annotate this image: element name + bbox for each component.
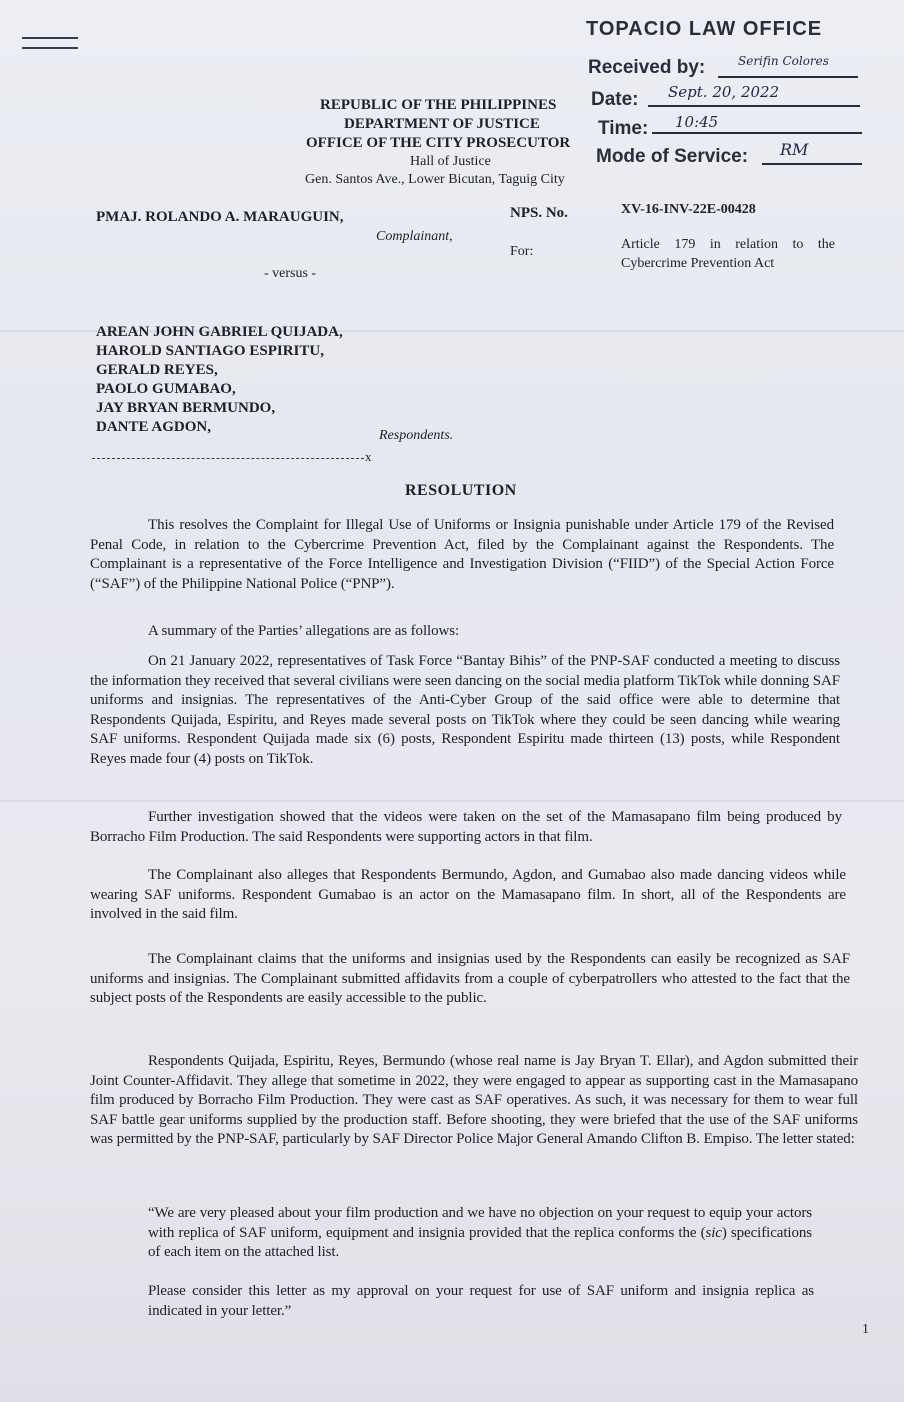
stamp-time-label: Time: <box>598 118 649 139</box>
paragraph-intro: This resolves the Complaint for Illegal Use of Uniforms or Insignia punishable under Article 179 of the Revised Penal Code, in relation to the Cybercrime Prevention Act, filed by the Complainant against the Respondents. The Complainant is a representative of the Force Intelligence and Investigation Division (“FIID”) of the Special Action Force (“SAF”) of the Philippine National Police (“PNP”). <box>90 517 834 592</box>
paragraph-facts: On 21 January 2022, representatives of Task Force “Bantay Bihis” of the PNP-SAF conducted a meeting to discuss the information they received that several civilians were seen dancing on the social media platform TikTok while donning SAF uniforms and insignias. The representatives of the Anti-Cyber Group of the said office were able to determine that Respondents Quijada, Espiritu, and Reyes made several posts on TikTok where they could be seen dancing while wearing SAF uniforms. Respondent Quijada made six (6) posts, Respondent Espiritu made thirteen (13) posts, while Respondent Reyes made four (4) posts on TikTok. <box>90 653 840 767</box>
respondent-name: DANTE AGDON, <box>96 419 212 435</box>
stamp-line <box>762 163 862 165</box>
for-charge-line1: Article 179 in relation to the <box>621 237 835 252</box>
stamp-mode-value: RM <box>780 140 809 159</box>
respondent-name: PAOLO GUMABAO, <box>96 381 236 397</box>
stamp-date-label: Date: <box>591 89 639 110</box>
stamp-received-value: Serifin Colores <box>738 54 829 68</box>
respondent-name: AREAN JOHN GABRIEL QUIJADA, <box>96 324 343 340</box>
respondent-name: JAY BRYAN BERMUNDO, <box>96 400 276 416</box>
stamp-office: TOPACIO LAW OFFICE <box>586 18 823 40</box>
respondents-role: Respondents. <box>379 428 454 443</box>
respondents-list <box>96 323 343 437</box>
versus: - versus - <box>264 266 317 281</box>
stamp-received-label: Received by: <box>588 57 706 78</box>
complainant-name: PMAJ. ROLANDO A. MARAUGUIN, <box>96 209 344 225</box>
stamp-mode-label: Mode of Service: <box>596 146 749 167</box>
header-hall: Hall of Justice <box>410 154 491 169</box>
stamp-line <box>652 132 862 134</box>
respondent-name: GERALD REYES, <box>96 362 218 378</box>
paper-fold <box>0 800 904 802</box>
header-address: Gen. Santos Ave., Lower Bicutan, Taguig City <box>305 172 565 187</box>
nps-number: XV-16-INV-22E-00428 <box>621 202 756 217</box>
quote-paragraph-2: Please consider this letter as my approval on your request for use of SAF uniform and insignia replica as indicated in your letter.” <box>148 1283 814 1319</box>
header-office: OFFICE OF THE CITY PROSECUTOR <box>306 135 571 151</box>
stamp-date-value: Sept. 20, 2022 <box>668 83 780 101</box>
quote-paragraph-1 <box>148 1204 812 1263</box>
respondent-name: HAROLD SANTIAGO ESPIRITU, <box>96 343 324 359</box>
margin-mark <box>22 47 78 49</box>
paragraph-counter-affidavit: Respondents Quijada, Espiritu, Reyes, Bermundo (whose real name is Jay Bryan T. Ellar), and Agdon submitted their Joint Counter-Affidavit. They allege that sometime in 2022, they were engaged to appear as supporting cast in the Mamasapano film produced by Borracho Film Production. They were cast as SAF operatives. As such, it was necessary for them to wear full SAF battle gear uniforms supplied by the production staff. Before shooting, they were briefed that the use of the SAF uniforms was permitted by the PNP-SAF, particularly by SAF Director Police Major General Amando Clifton B. Empiso. The letter stated: <box>90 1053 858 1148</box>
for-charge-line2: Cybercrime Prevention Act <box>621 256 775 271</box>
quote-text: ) specifications of each item on the attached list. <box>148 1224 812 1261</box>
nps-label: NPS. No. <box>510 205 568 221</box>
complainant-role: Complainant, <box>376 229 453 244</box>
resolution-title: RESOLUTION <box>405 482 517 499</box>
paragraph-summary: A summary of the Parties’ allegations are as follows: <box>148 623 460 639</box>
caption-divider <box>92 458 364 459</box>
header-department: DEPARTMENT OF JUSTICE <box>344 116 540 132</box>
paragraph-claim: The Complainant claims that the uniforms and insignias used by the Respondents can easily be recognized as SAF uniforms and insignias. The Complainant submitted affidavits from a couple of cyberpatrollers who attested to the fact that the subject posts of the Respondents are easily accessible to the public. <box>90 951 850 1007</box>
stamp-line <box>648 105 860 107</box>
page-number: 1 <box>862 1322 869 1337</box>
for-label: For: <box>510 244 534 259</box>
quote-sic: sic <box>705 1224 722 1241</box>
stamp-time-value: 10:45 <box>675 113 719 131</box>
margin-mark <box>22 37 78 39</box>
header-republic: REPUBLIC OF THE PHILIPPINES <box>320 97 557 113</box>
quote-text: “We are very pleased about your film production and we have no objection on your request to equip your actors with replica of SAF uniform, equipment and insignia provided that the replica conforms the ( <box>148 1205 812 1241</box>
paragraph-allegation: The Complainant also alleges that Respondents Bermundo, Agdon, and Gumabao also made dancing videos while wearing SAF uniforms. Respondent Gumabao is an actor on the Mamasapano film. In short, all of the Respondents are involved in the said film. <box>90 867 846 923</box>
caption-end-x: x <box>365 449 372 464</box>
paragraph-investigation: Further investigation showed that the videos were taken on the set of the Mamasapano film being produced by Borracho Film Production. The said Respondents were supporting actors in that film. <box>90 809 842 845</box>
stamp-line <box>718 76 858 78</box>
